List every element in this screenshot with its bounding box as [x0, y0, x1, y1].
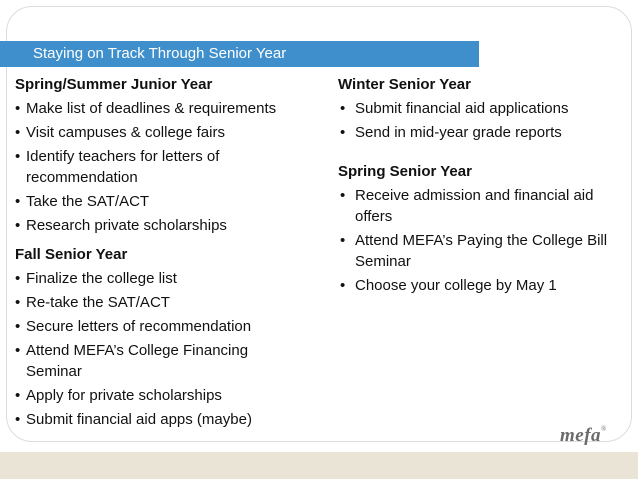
- bullet-icon: •: [340, 187, 346, 204]
- bullet-icon: •: [15, 318, 21, 335]
- slide-title: Staying on Track Through Senior Year: [33, 45, 287, 62]
- bullet-icon: •: [15, 411, 21, 428]
- section-heading: Spring Senior Year: [338, 163, 472, 180]
- list-item-text: Apply for private scholarships: [26, 387, 222, 404]
- registered-mark: ®: [601, 425, 607, 433]
- list-item: [338, 230, 630, 272]
- list-item: [15, 215, 315, 236]
- logo-text: mefa: [560, 425, 602, 446]
- list-item: [15, 385, 315, 406]
- bullet-list: [338, 98, 630, 143]
- list-item-text: Secure letters of recommendation: [26, 318, 252, 335]
- bullet-icon: •: [15, 148, 21, 165]
- list-item-text: Attend MEFA’s Paying the College Bill Seminar: [355, 232, 608, 270]
- right-column: [338, 74, 630, 314]
- bullet-list: [15, 98, 315, 236]
- list-item-text: Visit campuses & college fairs: [26, 124, 225, 141]
- bullet-icon: •: [340, 232, 346, 249]
- title-bar: [0, 41, 479, 67]
- bullet-icon: •: [15, 270, 21, 287]
- list-item: [338, 185, 630, 227]
- section-spring-summer-junior: [15, 74, 315, 236]
- list-item: [15, 340, 315, 382]
- list-item: [15, 191, 315, 212]
- footer-bar: [0, 452, 638, 479]
- section-winter-senior: [338, 74, 630, 143]
- section-heading: Fall Senior Year: [15, 246, 128, 263]
- list-item: [338, 122, 630, 143]
- list-item: [15, 146, 315, 188]
- bullet-icon: •: [15, 124, 21, 141]
- list-item-text: Re-take the SAT/ACT: [26, 294, 170, 311]
- list-item: [15, 268, 315, 289]
- list-item-text: Identify teachers for letters of recommendation: [26, 148, 220, 186]
- section-fall-senior: [15, 244, 315, 430]
- list-item-text: Receive admission and financial aid offers: [355, 187, 594, 225]
- list-item: [15, 98, 315, 119]
- list-item-text: Submit financial aid apps (maybe): [26, 411, 252, 428]
- list-item-text: Choose your college by May 1: [355, 277, 557, 294]
- bullet-icon: •: [340, 100, 346, 117]
- list-item: [15, 316, 315, 337]
- bullet-icon: •: [340, 124, 346, 141]
- list-item: [338, 275, 630, 296]
- bullet-list: [338, 185, 630, 296]
- bullet-icon: •: [15, 294, 21, 311]
- section-heading: Winter Senior Year: [338, 76, 471, 93]
- bullet-icon: •: [15, 342, 21, 359]
- list-item: [338, 98, 630, 119]
- bullet-icon: •: [15, 387, 21, 404]
- list-item: [15, 409, 315, 430]
- mefa-logo: [560, 425, 607, 447]
- left-column: [15, 74, 315, 438]
- section-spring-senior: [338, 161, 630, 296]
- list-item-text: Send in mid-year grade reports: [355, 124, 562, 141]
- bullet-icon: •: [15, 217, 21, 234]
- list-item: [15, 292, 315, 313]
- list-item-text: Attend MEFA’s College Financing Seminar: [26, 342, 249, 380]
- list-item: [15, 122, 315, 143]
- section-heading: Spring/Summer Junior Year: [15, 76, 213, 93]
- bullet-list: [15, 268, 315, 430]
- bullet-icon: •: [15, 100, 21, 117]
- bullet-icon: •: [340, 277, 346, 294]
- list-item-text: Research private scholarships: [26, 217, 227, 234]
- list-item-text: Submit financial aid applications: [355, 100, 569, 117]
- list-item-text: Make list of deadlines & requirements: [26, 100, 277, 117]
- list-item-text: Take the SAT/ACT: [26, 193, 150, 210]
- list-item-text: Finalize the college list: [26, 270, 177, 287]
- bullet-icon: •: [15, 193, 21, 210]
